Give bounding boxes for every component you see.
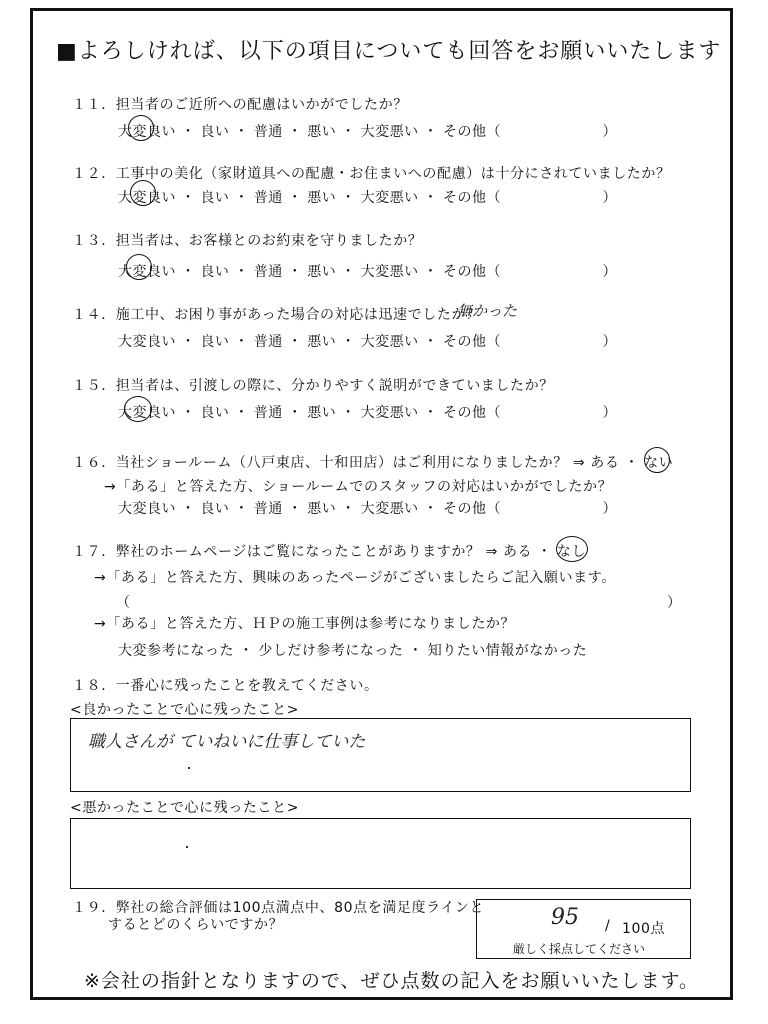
form-header: ■よろしければ、以下の項目についても回答をお願いいたします bbox=[56, 39, 722, 64]
question-15: １５．担当者は、引渡しの際に、分かりやすく説明ができていましたか？ bbox=[72, 378, 554, 394]
good-label: <良かったことで心に残ったこと> bbox=[70, 702, 300, 718]
stray-mark bbox=[188, 767, 190, 769]
question-13-options: 大変良い ・ 良い ・ 普通 ・ 悪い ・ 大変悪い ・ その他（ ） bbox=[118, 264, 618, 280]
question-14-handwritten-note: 無かった bbox=[457, 302, 518, 320]
question-17-paren: （ ） bbox=[116, 595, 682, 611]
question-11-options: 大変良い ・ 良い ・ 普通 ・ 悪い ・ 大変悪い ・ その他（ ） bbox=[118, 124, 618, 140]
stray-mark bbox=[186, 846, 188, 848]
answer-circle bbox=[130, 180, 156, 206]
answer-circle bbox=[644, 447, 670, 473]
question-12-options: 大変良い ・ 良い ・ 普通 ・ 悪い ・ 大変悪い ・ その他（ ） bbox=[118, 190, 618, 206]
score-slash: / bbox=[605, 918, 611, 934]
answer-circle bbox=[124, 396, 152, 422]
question-18: １８．一番心に残ったことを教えてください。 bbox=[72, 678, 379, 694]
question-14: １４．施工中、お困り事があった場合の対応は迅速でしたか？ bbox=[72, 307, 481, 323]
question-16-options: 大変良い ・ 良い ・ 普通 ・ 悪い ・ 大変悪い ・ その他（ ） bbox=[118, 501, 618, 517]
question-16-followup: →「ある」と答えた方、ショールームでのスタッフの対応はいかがでしたか？ bbox=[104, 479, 613, 495]
question-12: １２．工事中の美化（家財道具への配慮・お住まいへの配慮）は十分にされていましたか？ bbox=[72, 166, 671, 182]
score-max: 100点 bbox=[622, 921, 666, 937]
score-note: 厳しく採点してください bbox=[513, 942, 646, 956]
question-16: １６．当社ショールーム（八戸東店、十和田店）はご利用になりましたか？ ⇒ ある ・ ない bbox=[72, 455, 674, 471]
question-19-line-1: １９．弊社の総合評価は100点満点中、80点を満足度ラインと bbox=[72, 900, 485, 916]
question-17-followup-2: →「ある」と答えた方、ＨＰの施工事例は参考になりましたか？ bbox=[94, 616, 516, 632]
question-17-options: 大変参考になった ・ 少しだけ参考になった ・ 知りたい情報がなかった bbox=[118, 643, 588, 659]
question-11: １１．担当者のご近所への配慮はいかがでしたか？ bbox=[72, 97, 408, 113]
question-17: １７．弊社のホームページはご覧になったことがありますか？ ⇒ ある ・ なし bbox=[72, 544, 587, 560]
footer-note: ※会社の指針となりますので、ぜひ点数の記入をお願いいたします。 bbox=[84, 970, 700, 992]
score-handwritten: 95 bbox=[551, 905, 579, 930]
good-answer-handwritten: 職人さんが ていねいに仕事していた bbox=[88, 732, 366, 752]
question-15-options: 大変良い ・ 良い ・ 普通 ・ 悪い ・ 大変悪い ・ その他（ ） bbox=[118, 405, 618, 421]
answer-circle bbox=[128, 115, 154, 141]
question-14-options: 大変良い ・ 良い ・ 普通 ・ 悪い ・ 大変悪い ・ その他（ ） bbox=[118, 334, 618, 350]
question-13: １３．担当者は、お客様とのお約束を守りましたか？ bbox=[72, 233, 423, 249]
answer-circle bbox=[126, 254, 152, 280]
question-19-line-2: するとどのくらいですか？ bbox=[108, 917, 284, 933]
answer-circle bbox=[556, 536, 588, 562]
bad-answer-box bbox=[70, 818, 691, 889]
question-17-followup-1: →「ある」と答えた方、興味のあったページがございましたらご記入願います。 bbox=[94, 570, 616, 586]
bad-label: <悪かったことで心に残ったこと> bbox=[70, 800, 300, 816]
